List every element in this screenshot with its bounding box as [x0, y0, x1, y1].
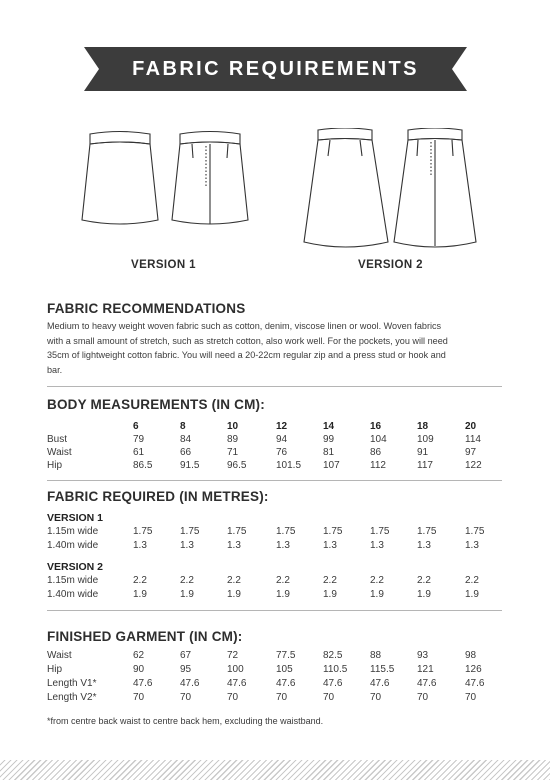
size-header: 14	[323, 421, 335, 432]
table-cell: 88	[370, 650, 382, 661]
table-cell: 76	[276, 447, 288, 458]
table-cell: 2.2	[370, 575, 384, 586]
table-cell: 71	[227, 447, 239, 458]
table-cell: 47.6	[180, 678, 200, 689]
table-cell: 70	[370, 692, 382, 703]
table-cell: 2.2	[180, 575, 194, 586]
table-cell: 70	[465, 692, 477, 703]
recommendations-line: bar.	[47, 364, 63, 375]
decorative-stripe-border	[0, 760, 550, 780]
table-cell: 1.3	[465, 540, 479, 551]
size-header: 10	[227, 421, 239, 432]
table-cell: 1.3	[323, 540, 337, 551]
table-cell: 1.75	[133, 526, 153, 537]
table-cell: 94	[276, 434, 288, 445]
table-cell: 1.3	[276, 540, 290, 551]
table-cell: 2.2	[276, 575, 290, 586]
size-header: 16	[370, 421, 382, 432]
table-row	[47, 589, 517, 603]
table-cell: 96.5	[227, 460, 247, 471]
table-cell: 99	[323, 434, 335, 445]
table-cell: 1.3	[133, 540, 147, 551]
table-cell: 79	[133, 434, 145, 445]
table-cell: 101.5	[276, 460, 302, 471]
table-cell: 107	[323, 460, 340, 471]
row-label: Hip	[47, 460, 63, 471]
table-cell: 2.2	[323, 575, 337, 586]
size-header: 20	[465, 421, 477, 432]
table-row	[47, 434, 517, 448]
table-cell: 1.3	[417, 540, 431, 551]
table-cell: 1.75	[180, 526, 200, 537]
size-header: 6	[133, 421, 139, 432]
table-cell: 47.6	[133, 678, 153, 689]
table-cell: 126	[465, 664, 482, 675]
table-cell: 110.5	[323, 664, 348, 675]
table-cell: 86.5	[133, 460, 153, 471]
table-row	[47, 650, 517, 664]
table-cell: 2.2	[417, 575, 431, 586]
version-1-subheading: VERSION 1	[47, 512, 104, 524]
table-cell: 1.3	[370, 540, 384, 551]
footnote: *from centre back waist to centre back hem, excluding the waistband.	[47, 716, 324, 726]
table-cell: 91.5	[180, 460, 200, 471]
table-cell: 86	[370, 447, 382, 458]
table-cell: 1.75	[465, 526, 485, 537]
table-cell: 121	[417, 664, 434, 675]
table-cell: 62	[133, 650, 145, 661]
table-cell: 91	[417, 447, 429, 458]
row-label: 1.40m wide	[47, 589, 99, 600]
table-row	[47, 540, 517, 554]
table-cell: 1.9	[227, 589, 241, 600]
table-cell: 81	[323, 447, 335, 458]
table-cell: 47.6	[417, 678, 437, 689]
table-cell: 70	[417, 692, 429, 703]
table-cell: 1.75	[323, 526, 343, 537]
body-measurements-heading: BODY MEASUREMENTS (IN CM):	[47, 397, 265, 412]
row-label: Waist	[47, 447, 72, 458]
recommendations-line: 35cm of lightweight cotton fabric. You will need a 20-22cm regular zip and a press stud or hook and	[47, 350, 446, 360]
version-1-label: VERSION 1	[131, 259, 196, 271]
recommendations-line: Medium to heavy weight woven fabric such as cotton, denim, viscose linen or wool. Woven fabrics	[47, 321, 442, 331]
table-cell: 77.5	[276, 650, 296, 661]
table-cell: 1.3	[227, 540, 241, 551]
table-cell: 2.2	[465, 575, 479, 586]
divider	[47, 480, 502, 481]
table-cell: 1.9	[323, 589, 337, 600]
size-header: 8	[180, 421, 186, 432]
divider	[47, 386, 502, 387]
table-cell: 47.6	[465, 678, 485, 689]
table-cell: 90	[133, 664, 145, 675]
row-label: Length V2*	[47, 692, 97, 703]
table-cell: 47.6	[323, 678, 343, 689]
table-cell: 2.2	[227, 575, 241, 586]
table-cell: 70	[133, 692, 145, 703]
table-cell: 1.9	[276, 589, 290, 600]
table-cell: 84	[180, 434, 192, 445]
table-cell: 1.9	[133, 589, 147, 600]
table-cell: 104	[370, 434, 387, 445]
table-cell: 2.2	[133, 575, 147, 586]
table-row	[47, 526, 517, 540]
table-cell: 98	[465, 650, 477, 661]
row-label: Bust	[47, 434, 68, 445]
table-cell: 61	[133, 447, 145, 458]
table-cell: 1.75	[370, 526, 390, 537]
table-cell: 66	[180, 447, 192, 458]
table-cell: 122	[465, 460, 482, 471]
row-label: Length V1*	[47, 678, 97, 689]
table-cell: 1.9	[370, 589, 384, 600]
table-cell: 1.3	[180, 540, 194, 551]
table-row	[47, 678, 517, 692]
table-row	[47, 664, 517, 678]
version-2-label: VERSION 2	[358, 259, 423, 271]
row-label: Waist	[47, 650, 72, 661]
table-cell: 105	[276, 664, 293, 675]
table-cell: 1.9	[180, 589, 194, 600]
table-cell: 97	[465, 447, 477, 458]
table-cell: 47.6	[276, 678, 296, 689]
table-row	[47, 575, 517, 589]
page-title: FABRIC REQUIREMENTS	[132, 58, 419, 80]
table-cell: 72	[227, 650, 239, 661]
table-cell: 1.9	[417, 589, 431, 600]
table-cell: 114	[465, 434, 481, 445]
version-2-subheading: VERSION 2	[47, 561, 104, 573]
table-cell: 115.5	[370, 664, 395, 675]
row-label: 1.15m wide	[47, 575, 99, 586]
recommendations-heading: FABRIC RECOMMENDATIONS	[47, 301, 246, 316]
recommendations-text	[47, 319, 507, 377]
divider	[47, 610, 502, 611]
table-cell: 95	[180, 664, 192, 675]
table-cell: 70	[227, 692, 239, 703]
table-cell: 70	[276, 692, 288, 703]
table-row	[47, 447, 517, 461]
table-cell: 70	[180, 692, 192, 703]
finished-garment-heading: FINISHED GARMENT (IN CM):	[47, 629, 243, 644]
version-1-illustration	[80, 128, 260, 253]
table-row	[47, 460, 517, 474]
table-cell: 47.6	[370, 678, 390, 689]
table-cell: 47.6	[227, 678, 247, 689]
size-header: 12	[276, 421, 288, 432]
row-label: 1.15m wide	[47, 526, 99, 537]
table-cell: 1.75	[417, 526, 437, 537]
fabric-required-heading: FABRIC REQUIRED (IN METRES):	[47, 489, 269, 504]
recommendations-line: with a small amount of stretch, such as stretch cotton, also work well. For the pockets, you will need	[47, 335, 448, 346]
table-cell: 117	[417, 460, 433, 471]
version-2-illustration	[300, 128, 480, 253]
table-cell: 67	[180, 650, 192, 661]
row-label: Hip	[47, 664, 63, 675]
table-cell: 70	[323, 692, 335, 703]
size-header: 18	[417, 421, 429, 432]
size-header-row	[47, 421, 517, 435]
row-label: 1.40m wide	[47, 540, 99, 551]
table-cell: 93	[417, 650, 429, 661]
table-cell: 82.5	[323, 650, 343, 661]
table-cell: 109	[417, 434, 434, 445]
table-cell: 1.75	[227, 526, 247, 537]
table-cell: 100	[227, 664, 244, 675]
table-cell: 89	[227, 434, 239, 445]
table-cell: 112	[370, 460, 386, 471]
table-row	[47, 692, 517, 706]
table-cell: 1.9	[465, 589, 479, 600]
table-cell: 1.75	[276, 526, 296, 537]
